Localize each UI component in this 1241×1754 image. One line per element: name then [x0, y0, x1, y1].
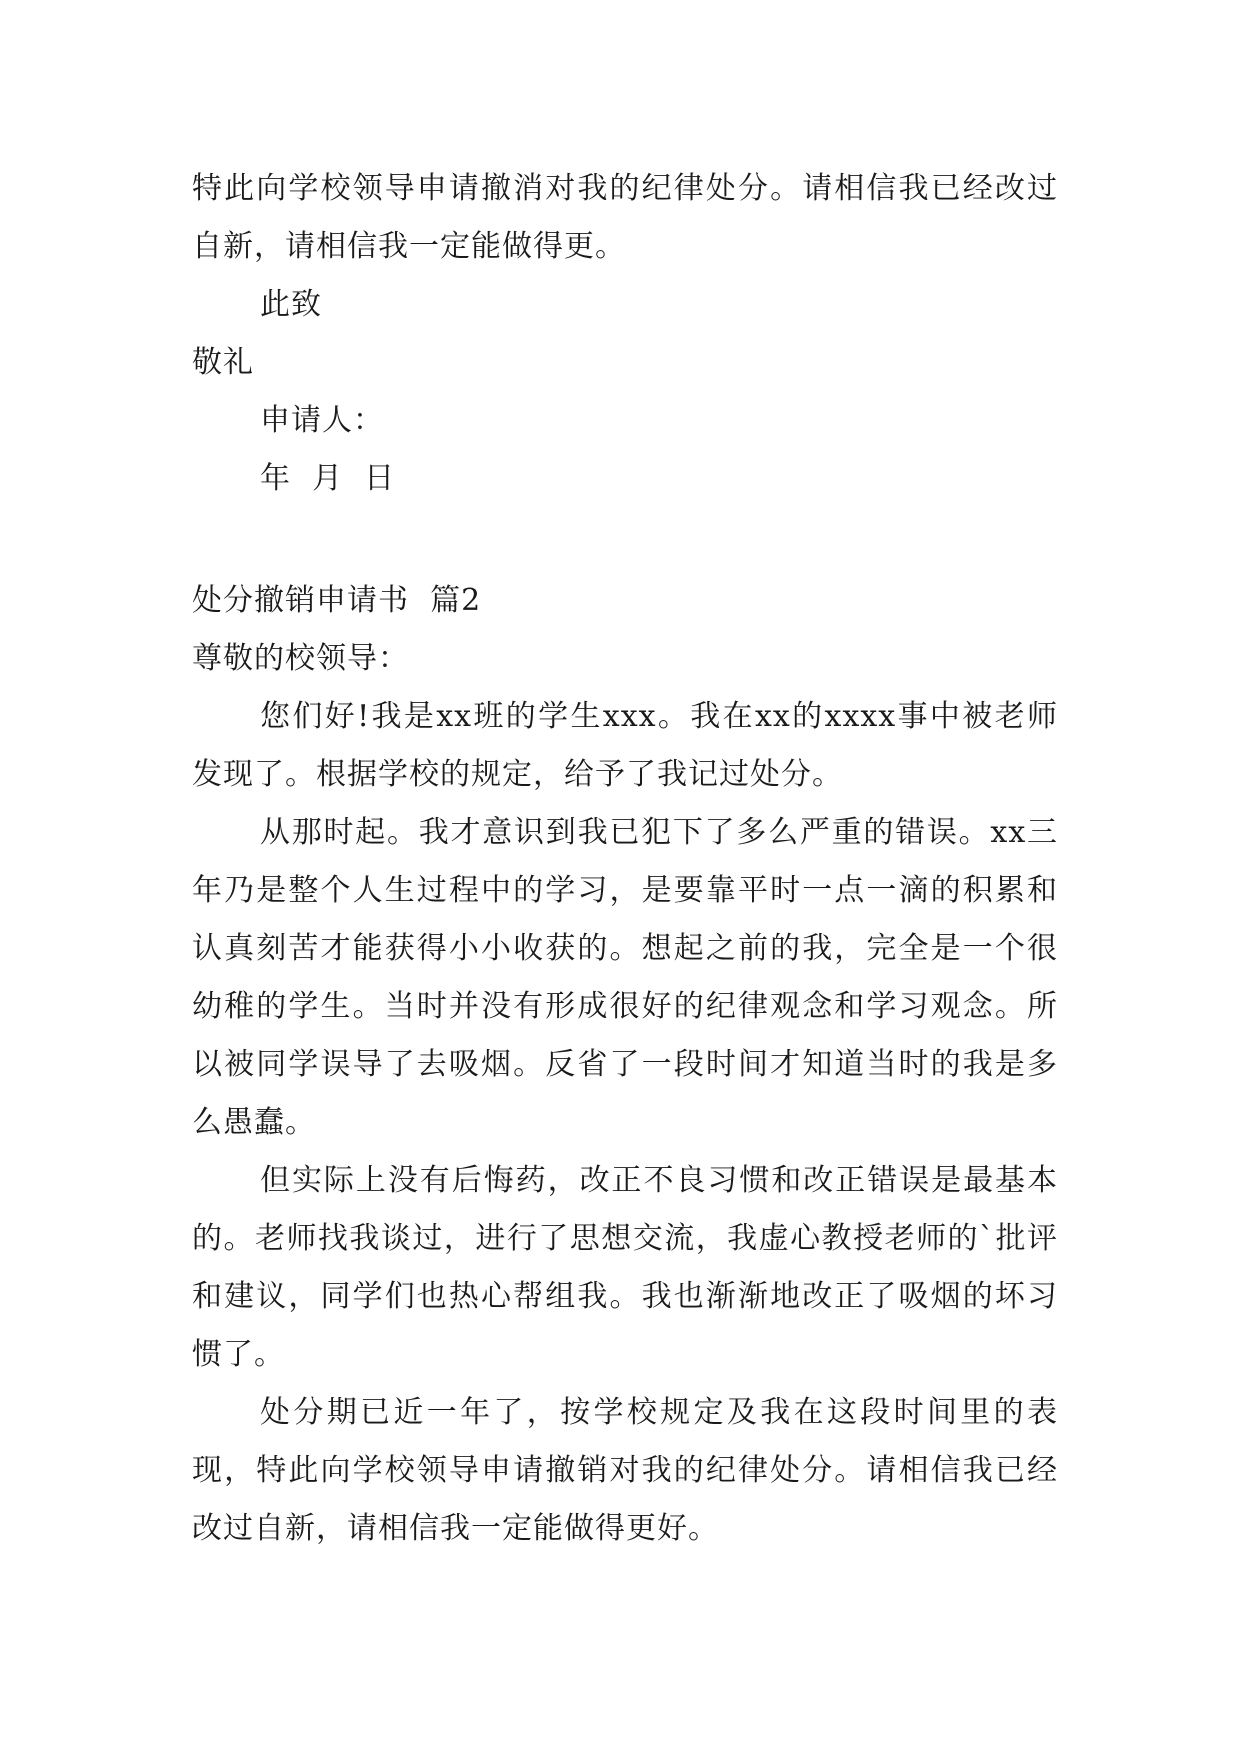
salutation: 尊敬的校领导：: [192, 641, 409, 676]
date-line: 年 月 日: [260, 461, 396, 496]
paragraph-continuation: 特此向学校领导申请撤消对我的纪律处分。请相信我已经改过自新，请相信我一定能做得更。: [192, 171, 1058, 264]
document-body: [192, 160, 1058, 1558]
closing-cizhi: 此致: [260, 287, 322, 322]
body-paragraph-2: 从那时起。我才意识到我已犯下了多么严重的错误。xx三年乃是整个人生过程中的学习，是要靠平时一点一滴的积累和认真刻苦才能获得小小收获的。想起之前的我，完全是一个很幼稚的学生。当时并没有形成很好的纪律观念和学习观念。所以被同学误导了去吸烟。反省了一段时间才知道当时的我是多么愚蠢。: [192, 815, 1058, 1140]
body-paragraph-1: 您们好!我是xx班的学生xxx。我在xx的xxxx事中被老师发现了。根据学校的规定，给予了我记过处分。: [192, 699, 1058, 792]
closing-jingli: 敬礼: [192, 345, 254, 380]
body-paragraph-3: 但实际上没有后悔药，改正不良习惯和改正错误是最基本的。老师找我谈过，进行了思想交流，我虚心教授老师的`批评和建议，同学们也热心帮组我。我也渐渐地改正了吸烟的坏习惯了。: [192, 1163, 1058, 1372]
body-paragraph-4: 处分期已近一年了，按学校规定及我在这段时间里的表现，特此向学校领导申请撤销对我的纪律处分。请相信我已经改过自新，请相信我一定能做得更好。: [192, 1395, 1058, 1546]
applicant-label: 申请人：: [260, 403, 384, 438]
section-gap: [192, 508, 1058, 572]
section-heading: 处分撤销申请书 篇2: [192, 583, 482, 618]
